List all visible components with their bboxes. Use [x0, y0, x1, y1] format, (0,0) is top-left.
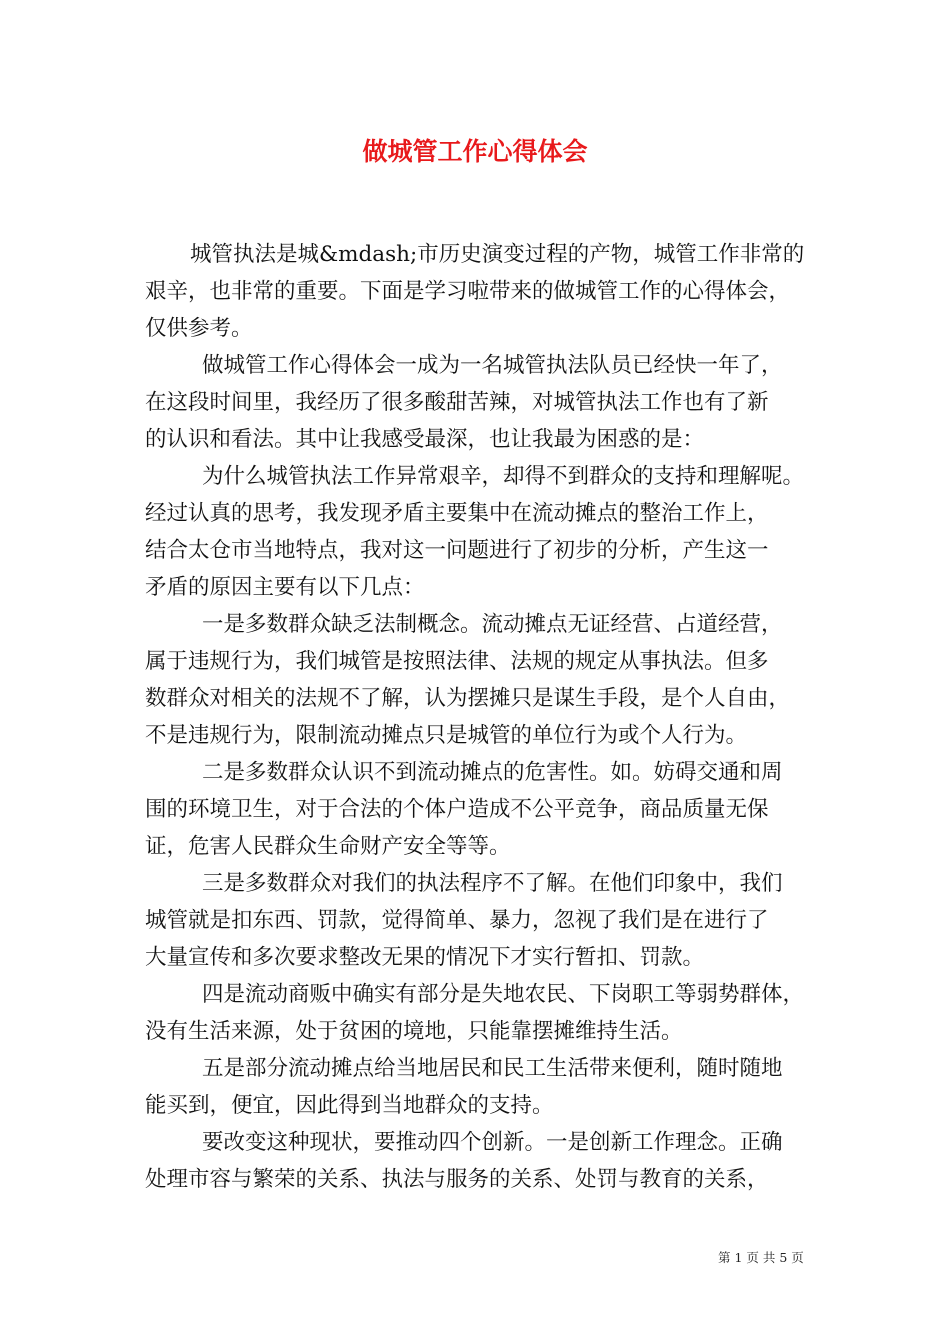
text-line: 做城管工作心得体会一成为一名城管执法队员已经快一年了， — [202, 353, 783, 378]
text-line: 三是多数群众对我们的执法程序不了解。在他们印象中，我们 — [202, 871, 783, 896]
text-line: 结合太仓市当地特点，我对这一问题进行了初步的分析，产生这一 — [145, 538, 769, 563]
paragraph — [145, 458, 825, 606]
paragraph — [145, 236, 825, 347]
text-line: 能买到，便宜，因此得到当地群众的支持。 — [145, 1093, 554, 1118]
text-line: 一是多数群众缺乏法制概念。流动摊点无证经营、占道经营， — [202, 612, 783, 637]
text-line: 四是流动商贩中确实有部分是失地农民、下岗职工等弱势群体， — [202, 982, 805, 1007]
text-line: 大量宣传和多次要求整改无果的情况下才实行暂扣、罚款。 — [145, 945, 705, 970]
text-line: 的认识和看法。其中让我感受最深，也让我最为困惑的是： — [145, 427, 705, 452]
document-body — [145, 236, 825, 1198]
text-line: 经过认真的思考，我发现矛盾主要集中在流动摊点的整治工作上， — [145, 501, 769, 526]
text-line: 围的环境卫生，对于合法的个体户造成不公平竞争，商品质量无保 — [145, 797, 769, 822]
text-line: 证，危害人民群众生命财产安全等等。 — [145, 834, 511, 859]
text-line: 矛盾的原因主要有以下几点： — [145, 575, 425, 600]
paragraph — [145, 976, 825, 1050]
text-line: 二是多数群众认识不到流动摊点的危害性。如。妨碍交通和周 — [202, 760, 783, 785]
text-line: 要改变这种现状，要推动四个创新。一是创新工作理念。正确 — [202, 1130, 783, 1155]
paragraph — [145, 1050, 825, 1124]
paragraph — [145, 606, 825, 754]
text-line: 仅供参考。 — [145, 316, 253, 341]
paragraph — [145, 347, 825, 458]
page-number: 第 1 页 共 5 页 — [718, 1250, 804, 1265]
text-line: 在这段时间里，我经历了很多酸甜苦辣，对城管执法工作也有了新 — [145, 390, 769, 415]
paragraph — [145, 865, 825, 976]
text-line: 不是违规行为，限制流动摊点只是城管的单位行为或个人行为。 — [145, 723, 748, 748]
text-line: 为什么城管执法工作异常艰辛，却得不到群众的支持和理解呢。 — [202, 464, 805, 489]
text-line: 城管就是扣东西、罚款，觉得简单、暴力，忽视了我们是在进行了 — [145, 908, 769, 933]
text-line: 艰辛，也非常的重要。下面是学习啦带来的做城管工作的心得体会， — [145, 279, 791, 304]
document-title: 做城管工作心得体会 — [362, 137, 588, 166]
paragraph — [145, 754, 825, 865]
text-line: 没有生活来源，处于贫困的境地，只能靠摆摊维持生活。 — [145, 1019, 683, 1044]
text-line: 处理市容与繁荣的关系、执法与服务的关系、处罚与教育的关系， — [145, 1167, 769, 1192]
text-line: 属于违规行为，我们城管是按照法律、法规的规定从事执法。但多 — [145, 649, 769, 674]
text-line: 数群众对相关的法规不了解，认为摆摊只是谋生手段，是个人自由， — [145, 686, 791, 711]
paragraph — [145, 1124, 825, 1198]
text-line: 城管执法是城&mdash;市历史演变过程的产物，城管工作非常的 — [190, 242, 805, 267]
text-line: 五是部分流动摊点给当地居民和民工生活带来便利，随时随地 — [202, 1056, 783, 1081]
